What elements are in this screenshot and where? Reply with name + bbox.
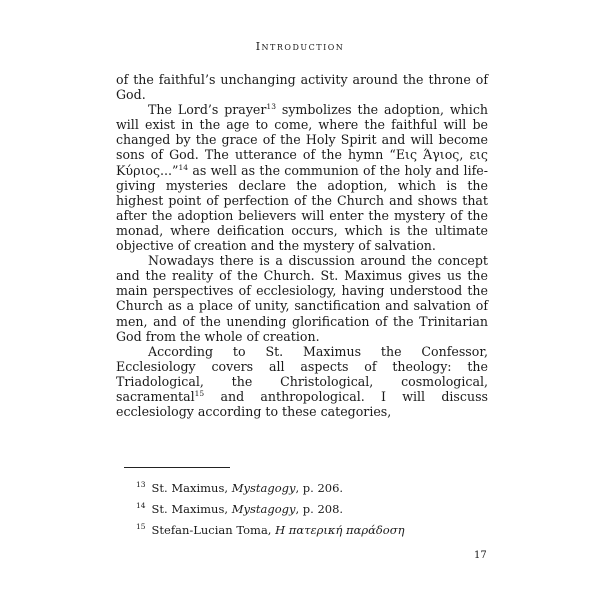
footnote-ref-13: 13 [266,102,276,111]
paragraph-4-text-a: According to St. Maximus the Confessor, Ecclesiology covers all aspects of theology: the Triadological, the Christological, cosmological, sacramental [116,343,488,404]
paragraph-2-text-c: as well as the communion of the holy and life-giving mysteries declare the adoption, which is the highest point of perfection of the Church and shows that after the adoption believers will enter the mystery of the monad, where deification occurs, which is the ultimate objective of creation and the mystery of salvation. [116,162,488,254]
footnote-title: Mystagogy [231,501,296,516]
footnote-text: St. Maximus, [151,480,232,495]
page-number: 17 [474,550,487,561]
footnote-ref-14: 14 [178,162,189,172]
footnote-rule [124,467,230,468]
footnote-number: 14 [136,500,146,510]
footnote-ref-15: 15 [194,388,205,398]
running-head: Introduction [255,40,345,53]
paragraph-2 [116,102,488,253]
footnote-14 [136,497,496,518]
footnote-number: 13 [136,480,146,489]
paragraph-4 [116,344,488,419]
footnote-title: Mystagogy [231,480,296,495]
footnote-text: , p. 208. [295,501,344,516]
footnote-title: Η πατερική παράδοση [275,522,405,537]
paragraph-4-text-b: and anthropological. I will discuss ecclesiology according to these categories, [116,388,488,420]
body-text [116,72,488,419]
footnote-text: Stefan-Lucian Toma, [151,522,276,537]
paragraph-2-text-a: The Lord’s prayer [148,102,267,118]
footnote-number: 15 [136,521,146,531]
footnotes [136,476,496,538]
footnote-13 [136,476,496,497]
footnote-text: St. Maximus, [151,501,232,516]
paragraph-1: of the faithful’s unchanging activity around the throne of God. [116,72,488,103]
footnote-15 [136,518,496,539]
paragraph-2-text-b: symbolizes the adoption, which will exist in the age to come, where the faithful will be changed by the grace of the Holy Spirit and will become sons of God. The utterance of the hymn “Εις Άγιος, εις Κύριος...” [116,102,488,178]
footnote-text: , p. 206. [295,480,344,495]
paragraph-3: Nowadays there is a discussion around the concept and the reality of the Church. St. Maximus gives us the main perspectives of ecclesiology, having understood the Church as a place of unity, sanctification and salvation of men, and of the unending glorification of the Trinitarian God from the whole of creation. [116,253,488,344]
